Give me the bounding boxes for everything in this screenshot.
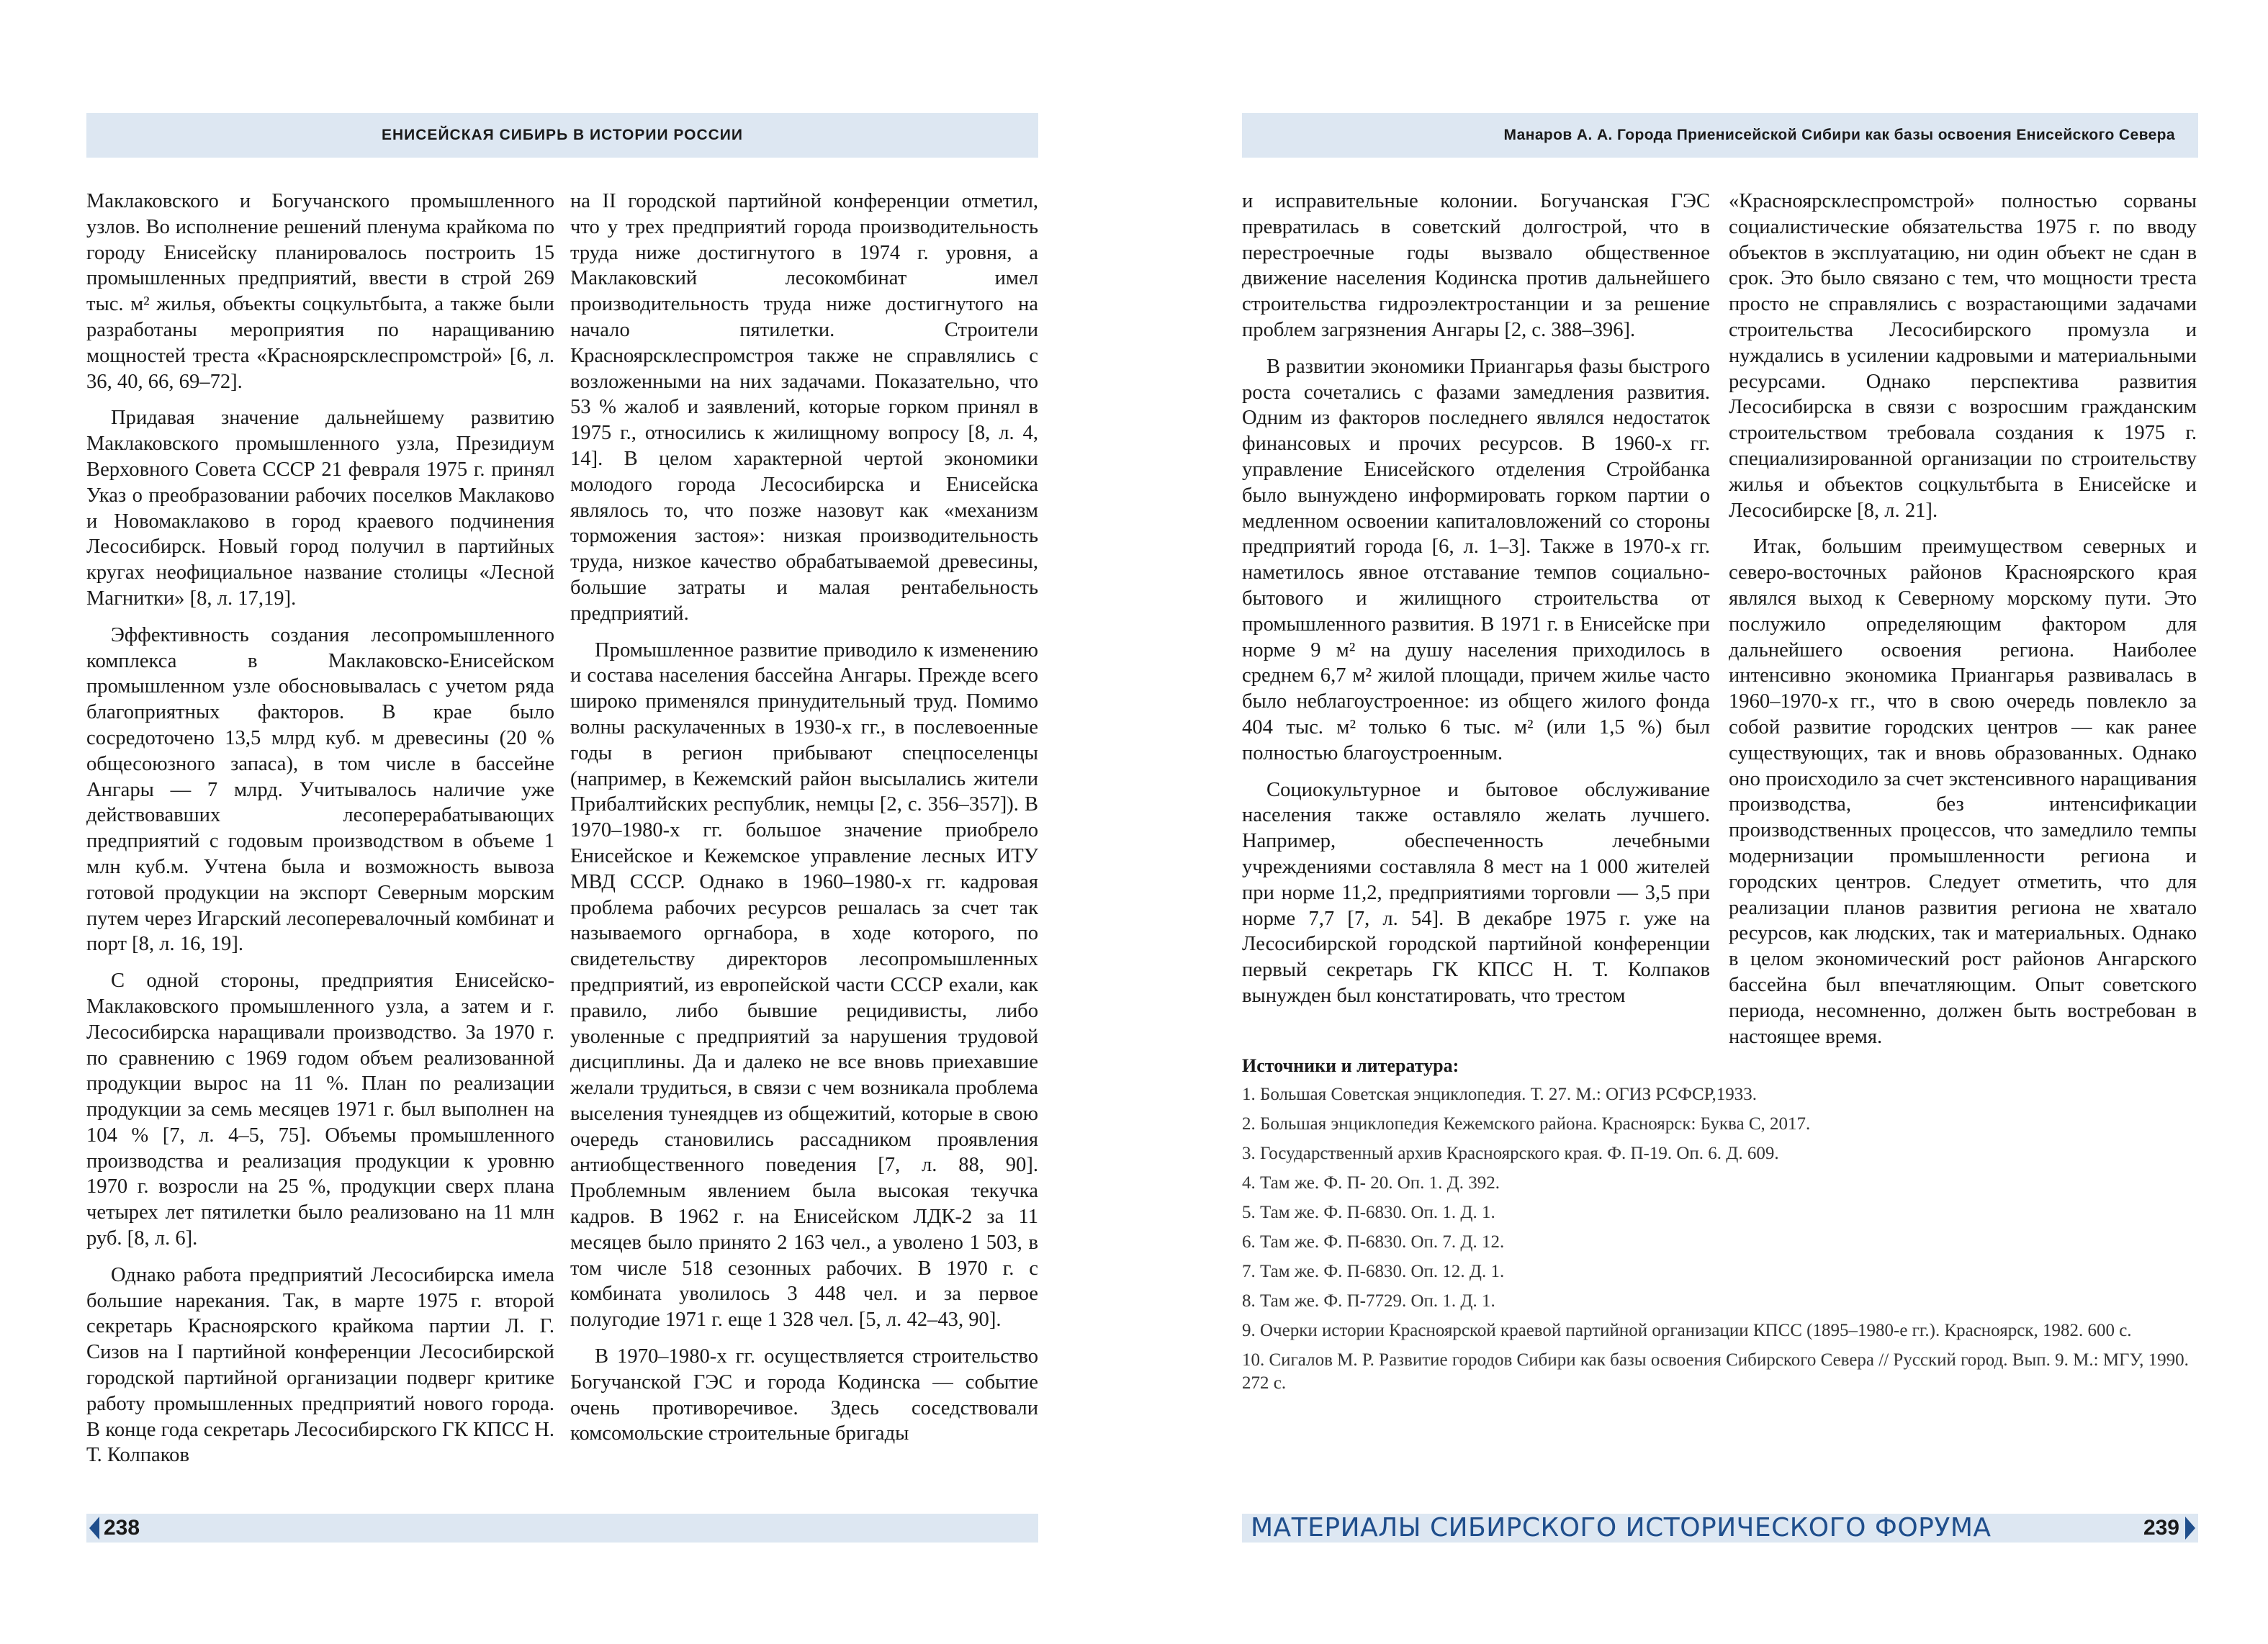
left-arrow-icon bbox=[89, 1517, 99, 1540]
paragraph: В развитии экономики Приангарья фазы быстрого роста сочетались с фазами замедления развития. Одним из факторов последнего являлся недостаток финансовых и прочих ресурсов. В 1960-х гг. управление Енисейского отделения Стройбанка было вынуждено информировать горком партии о медленном освоении капиталовложений со стороны предприятий города [6, л. 1–3]. Также в 1970-х гг. наметилось явное отставание темпов социально-бытового и жилищного строительства от промышленного развития. В 1971 г. в Енисейске при норме 9 м² на душу населения приходилось в среднем 6,7 м² жилой площади, причем жилье часто было неблагоустроенное: из общего жилого фонда 404 тыс. м² только 6 тыс. м² (или 1,5 %) был полностью благоустроенным. bbox=[1242, 355, 1710, 764]
running-header: ЕНИСЕЙСКАЯ СИБИРЬ В ИСТОРИИ РОССИИ bbox=[86, 113, 1038, 158]
right-arrow-icon bbox=[2185, 1517, 2195, 1540]
footer-band bbox=[86, 1514, 1038, 1543]
reference-item: 5. Там же. Ф. П-6830. Оп. 1. Д. 1. bbox=[1242, 1203, 1495, 1222]
paragraph: Придавая значение дальнейшему развитию Маклаковского промышленного узла, Президиум Верховного Совета СССР 21 февраля 1975 г. принял Указ о преобразовании рабочих поселков Маклаково и Новомаклаково в город краевого подчинения Лесосибирск. Новый город получил в партийных кругах неофициальное название столицы «Лесной Магнитки» [8, л. 17,19]. bbox=[86, 407, 554, 610]
paragraph: «Красноярсклеспромстрой» полностью сорваны социалистические обязательства 1975 г. по вводу объектов в эксплуатацию, ни один объект не сдан в срок. Это было связано с тем, что мощности треста просто не справлялись с возрастающими задачами строительства Лесосибирского промузла и нуждались в усилении кадровыми и материальными ресурсами. Однако перспектива развития Лесосибирска в связи с возросшим гражданским строительством требовала создания к 1975 г. специализированной организации по строительству жилья и объектов соцкультбыта в Енисейске и Лесосибирске [8, л. 21]. bbox=[1729, 190, 2197, 522]
reference-item: 3. Государственный архив Красноярского края. Ф. П-19. Оп. 6. Д. 609. bbox=[1242, 1144, 1779, 1163]
text-column-1 bbox=[1242, 189, 1710, 1020]
text-column-2 bbox=[1729, 189, 2197, 1060]
text-column-2 bbox=[570, 189, 1038, 1458]
reference-item: 4. Там же. Ф. П- 20. Оп. 1. Д. 392. bbox=[1242, 1173, 1500, 1193]
paragraph: Однако работа предприятий Лесосибирска имела большие нарекания. Так, в марте 1975 г. второй секретарь Красноярского крайкома партии Л. Г. Сизов на I партийной конференции Лесосибирской городской партийной организации подверг критике работу промышленных предприятий нового города. В конце года секретарь Лесосибирского ГК КПСС Н. Т. Колпаков bbox=[86, 1263, 554, 1467]
reference-item: 1. Большая Советская энциклопедия. Т. 27. М.: ОГИЗ РСФСР,1933. bbox=[1242, 1085, 1757, 1104]
paragraph: Маклаковского и Богучанского промышленного узлов. Во исполнение решений пленума крайкома по городу Енисейску планировалось построить 15 промышленных предприятий, ввести в строй 269 тыс. м² жилья, объекты соцкультбыта, а также были разработаны мероприятия по наращиванию мощностей треста «Красноярсклеспромстрой» [6, л. 36, 40, 66, 69–72]. bbox=[86, 190, 554, 393]
journal-title: МАТЕРИАЛЫ СИБИРСКОГО ИСТОРИЧЕСКОГО ФОРУМА bbox=[1251, 1513, 1992, 1543]
reference-item: 8. Там же. Ф. П-7729. Оп. 1. Д. 1. bbox=[1242, 1291, 1495, 1311]
paragraph: Промышленное развитие приводило к изменению и состава населения бассейна Ангары. Прежде всего широко применялся принудительный труд. Помимо волны раскулаченных в 1930-х гг., в послевоенные годы в регион прибывают спецпоселенцы (например, в Кежемский район высылались жители Прибалтийских республик, немцы [2, с. 356–357]). В 1970–1980-х гг. большое значение приобрело Енисейское и Кежемское управление лесных ИТУ МВД СССР. Однако в 1960–1980-х гг. кадровая проблема рабочих ресурсов решалась за счет так называемого оргнабора, в ходе которого, по свидетельству директоров лесопромышленных предприятий, из европейской части СССР ехали, как правило, либо бывшие рецидивисты, либо уволенные с предприятий за нарушения трудовой дисциплины. Да и далеко не все вновь приехавшие желали трудиться, в связи с чем возникала проблема выселения тунеядцев из общежитий, которые в свою очередь становились рассадником проявления антиобщественного поведения [7, л. 88, 90]. Проблемным явлением была высокая текучка кадров. В 1962 г. на Енисейском ЛДК-2 за 11 месяцев было принято 2 163 чел., а уволено 1 503, в том числе 518 сезонных рабочих. В 1970 г. с комбината уволилось 3 448 чел. и за первое полугодие 1971 г. еще 1 328 чел. [5, л. 42–43, 90]. bbox=[570, 638, 1038, 1332]
reference-item: 6. Там же. Ф. П-6830. Оп. 7. Д. 12. bbox=[1242, 1232, 1505, 1252]
footer-band bbox=[1242, 1514, 2198, 1543]
page-number: 238 bbox=[104, 1516, 140, 1540]
references bbox=[1242, 1054, 2198, 1401]
paragraph: Эффективность создания лесопромышленного комплекса в Маклаковско-Енисейском промышленном узле обосновывалась с учетом ряда благоприятных факторов. В крае было сосредоточено 13,5 млрд куб. м древесины (20 % общесоюзного запаса), в том числе в бассейне Ангары — 7 млрд. Учитывалось наличие уже действовавших лесоперерабатывающих предприятий с годовым производством в объеме 1 млн куб.м. Учтена была и возможность вывоза готовой продукции на экспорт Северным морским путем через Игарский лесоперевалочный комбинат и порт [8, л. 16, 19]. bbox=[86, 623, 554, 956]
page-number: 239 bbox=[2143, 1516, 2179, 1540]
paragraph: С одной стороны, предприятия Енисейско-Маклаковского промышленного узла, а затем и г. Лесосибирска наращивали производство. За 1970 г. по сравнению с 1969 годом объем реализованной продукции вырос на 11 %. План по реализации продукции за семь месяцев 1971 г. был выполнен на 104 % [7, л. 4–5, 75]. Объемы промышленного производства и реализация продукции к уровню 1970 г. возросли на 25 %, продукции сверх плана четырех лет пятилетки было реализовано на 11 млн руб. [8, л. 6]. bbox=[86, 970, 554, 1250]
text-column-1 bbox=[86, 189, 554, 1479]
reference-item: 9. Очерки истории Красноярской краевой партийной организации КПСС (1895–1980-е гг.). Красноярск, 1982. 600 с. bbox=[1242, 1321, 2132, 1340]
references-title: Источники и литература: bbox=[1242, 1055, 1459, 1076]
reference-item: 10. Сигалов М. Р. Развитие городов Сибири как базы освоения Сибирского Севера // Русский город. Вып. 9. М.: МГУ, 1990. 272 с. bbox=[1242, 1350, 2189, 1393]
reference-item: 7. Там же. Ф. П-6830. Оп. 12. Д. 1. bbox=[1242, 1262, 1505, 1281]
running-header: Манаров А. А. Города Приенисейской Сибири как базы освоения Енисейского Севера bbox=[1242, 113, 2198, 158]
paragraph: В 1970–1980-х гг. осуществляется строительство Богучанской ГЭС и города Кодинска — событие очень противоречивое. Здесь соседствовали комсомольские строительные бригады bbox=[570, 1345, 1038, 1445]
paragraph: Итак, большим преимуществом северных и северо-восточных районов Красноярского края являлся выход к Северному морскому пути. Это послужило определяющим фактором для дальнейшего освоения региона. Наиболее интенсивно экономика Приангарья развивалась в 1960–1970-х гг., что в свою очередь повлекло за собой развитие городских центров — как ранее существующих, так и вновь образованных. Однако оно происходило за счет экстенсивного наращивания производства, без интенсификации производственных процессов, что замедлило темпы модернизации промышленности региона и городских центров. Следует отметить, что для реализации планов развития региона не хватало ресурсов, как людских, так и материальных. Однако в целом экономический рост районов Ангарского бассейна был впечатляющим. Опыт советского периода, несомненно, должен быть востребован в настоящее время. bbox=[1729, 536, 2197, 1048]
paragraph: Социокультурное и бытовое обслуживание населения также оставляло желать лучшего. Например, обеспеченность лечебными учреждениями составляла 8 мест на 1 000 жителей при норме 11,2, предприятиями торговли — 3,5 при норме 7,7 [7, л. 54]. В декабре 1975 г. уже на Лесосибирской городской партийной конференции первый секретарь ГК КПСС Н. Т. Колпаков вынужден был констатировать, что трестом bbox=[1242, 778, 1710, 1007]
reference-item: 2. Большая энциклопедия Кежемского района. Красноярск: Буква С, 2017. bbox=[1242, 1114, 1811, 1134]
right-page bbox=[1134, 0, 2268, 1644]
paragraph: и исправительные колонии. Богучанская ГЭС превратилась в советский долгострой, что в перестроечные годы вызвало общественное движение населения Кодинска против дальнейшего строительства гидроэлектростанции и за решение проблем загрязнения Ангары [2, с. 388–396]. bbox=[1242, 190, 1710, 341]
paragraph: на II городской партийной конференции отметил, что у трех предприятий города производительность труда ниже достигнутого в 1974 г. уровня, а Маклаковский лесокомбинат имел производительность труда ниже достигнутого на начало пятилетки. Строители Красноярсклеспромстроя также не справлялись с возложенными на них задачами. Показательно, что 53 % жалоб и заявлений, которые горком принял в 1975 г., относились к жилищному вопросу [8, л. 4, 14]. В целом характерной чертой экономики молодого города Лесосибирска и Енисейска являлось то, что позже назовут как «механизм торможения застоя»: низкая производительность труда, низкое качество обрабатываемой древесины, большие затраты и малая рентабельность предприятий. bbox=[570, 190, 1038, 625]
